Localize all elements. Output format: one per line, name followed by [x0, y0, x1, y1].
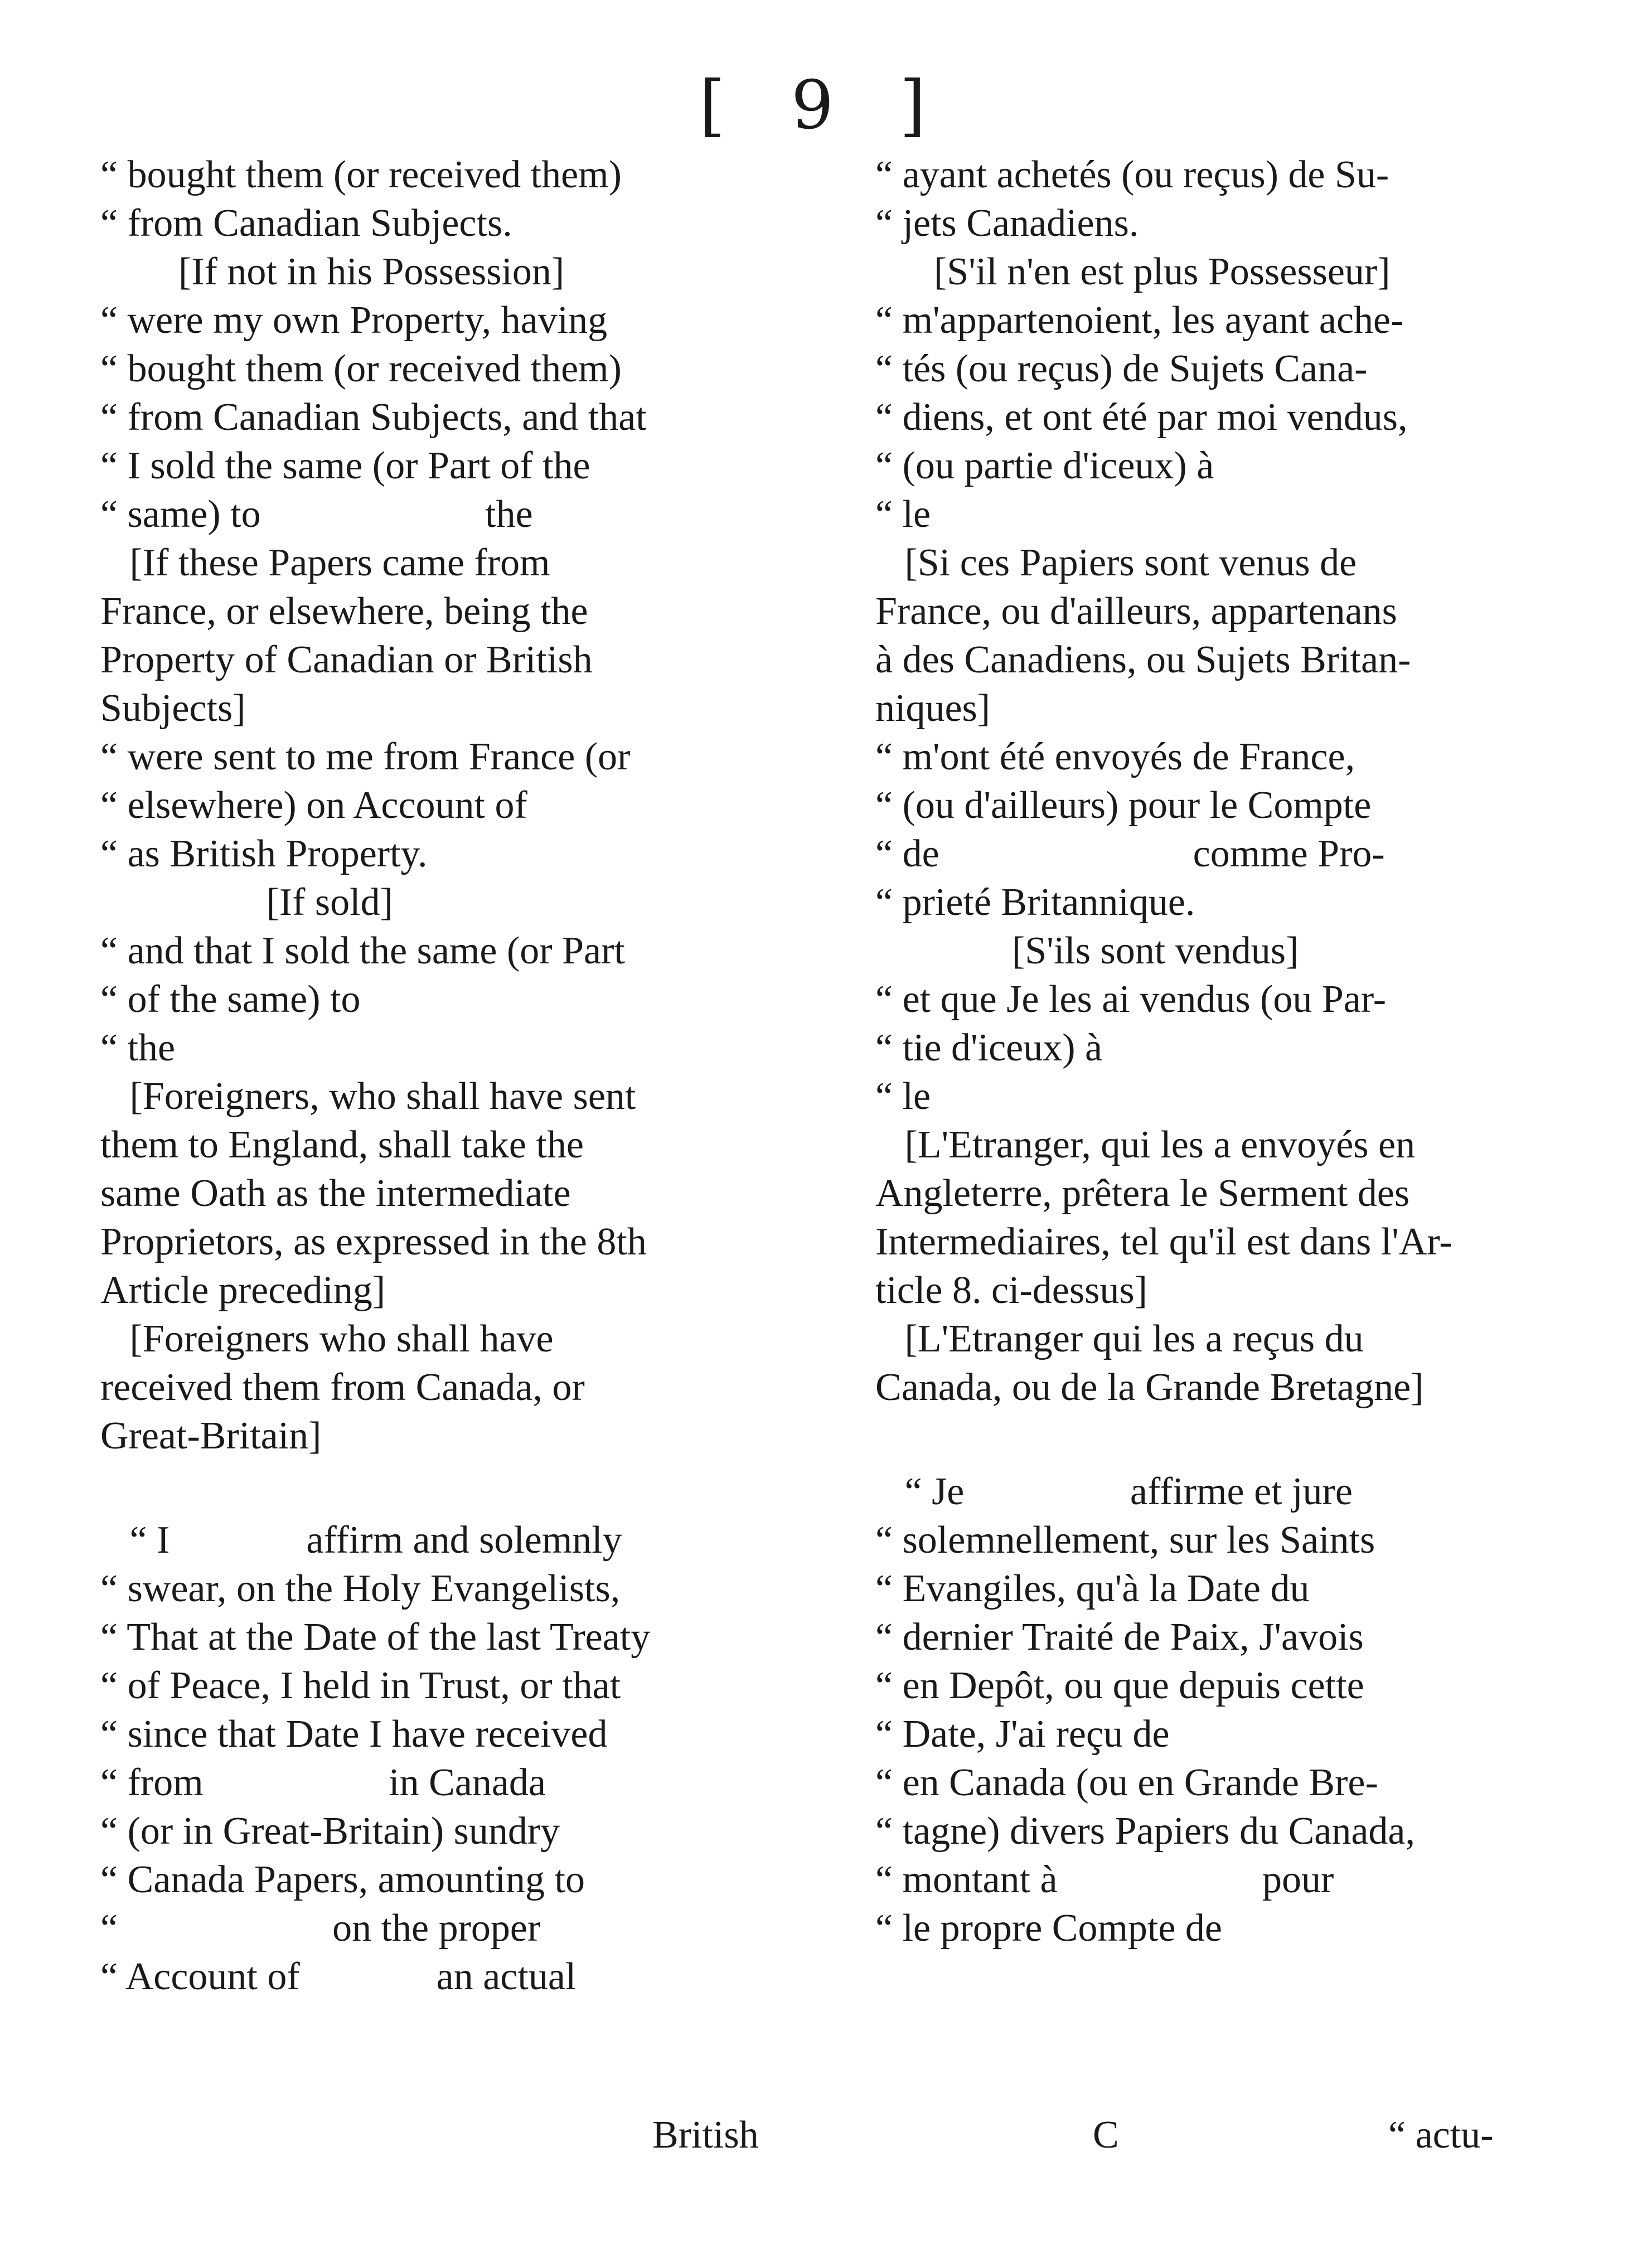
- english-column: [100, 151, 820, 2001]
- text-line: “ le propre Compte de: [875, 1907, 1223, 1950]
- text-line: “ m'appartenoient, les ayant ache-: [875, 299, 1404, 342]
- text-line: “ en Depôt, ou que depuis cette: [875, 1664, 1364, 1707]
- text-line: “ montant à pour: [875, 1858, 1334, 1901]
- text-line: “ diens, et ont été par moi vendus,: [875, 396, 1408, 439]
- text-line: “ tés (ou reçus) de Sujets Cana-: [875, 347, 1368, 390]
- catchword-left: British: [652, 2114, 759, 2156]
- text-line: Canada, ou de la Grande Bretagne]: [875, 1366, 1424, 1409]
- text-line: “ et que Je les ai vendus (ou Par-: [875, 978, 1387, 1021]
- text-line: [If these Papers came from: [100, 541, 550, 584]
- text-line: Property of Canadian or British: [100, 638, 593, 681]
- text-line: [L'Etranger, qui les a envoyés en: [875, 1123, 1416, 1166]
- text-line: them to England, shall take the: [100, 1123, 584, 1166]
- text-line: [L'Etranger qui les a reçus du: [875, 1317, 1364, 1360]
- text-line: “ solemnellement, sur les Saints: [875, 1519, 1375, 1562]
- text-line: “ of the same) to: [100, 978, 361, 1021]
- text-line: “ swear, on the Holy Evangelists,: [100, 1567, 621, 1610]
- text-line: “ le: [875, 493, 931, 536]
- text-line: “ the: [100, 1026, 176, 1069]
- text-line: France, or elsewhere, being the: [100, 590, 588, 633]
- text-line: “ Canada Papers, amounting to: [100, 1858, 585, 1901]
- text-line: [S'ils sont vendus]: [875, 929, 1299, 972]
- text-line: ticle 8. ci-dessus]: [875, 1269, 1147, 1312]
- text-line: “ elsewhere) on Account of: [100, 784, 527, 827]
- text-line: “ were sent to me from France (or: [100, 735, 631, 778]
- text-line: [100, 1460, 820, 1516]
- text-line: “ bought them (or received them): [100, 153, 622, 196]
- text-line: “ since that Date I have received: [100, 1713, 608, 1756]
- text-line: “ That at the Date of the last Treaty: [100, 1616, 651, 1659]
- text-line: “ bought them (or received them): [100, 347, 622, 390]
- text-line: same Oath as the intermediate: [100, 1172, 571, 1215]
- text-line: “ Evangiles, qu'à la Date du: [875, 1567, 1310, 1610]
- text-line: Proprietors, as expressed in the 8th: [100, 1220, 647, 1263]
- text-line: niques]: [875, 687, 991, 730]
- text-line: “ I affirm and solemnly: [100, 1519, 622, 1562]
- text-line: “ Date, J'ai reçu de: [875, 1713, 1170, 1756]
- text-line: [Foreigners, who shall have sent: [100, 1075, 636, 1118]
- text-line: “ prieté Britannique.: [875, 881, 1195, 924]
- text-line: [Foreigners who shall have: [100, 1317, 554, 1360]
- text-line: “ (ou d'ailleurs) pour le Compte: [875, 784, 1372, 827]
- text-line: “ from Canadian Subjects, and that: [100, 396, 647, 439]
- text-line: “ jets Canadiens.: [875, 202, 1139, 245]
- text-line: “ (or in Great-Britain) sundry: [100, 1810, 560, 1853]
- text-line: Angleterre, prêtera le Serment des: [875, 1172, 1410, 1215]
- text-line: “ dernier Traité de Paix, J'avois: [875, 1616, 1364, 1659]
- text-line: Intermediaires, tel qu'il est dans l'Ar-: [875, 1220, 1452, 1263]
- text-line: [Si ces Papiers sont venus de: [875, 541, 1357, 584]
- text-line: “ Account of an actual: [100, 1955, 577, 1998]
- text-line: “ le: [875, 1075, 931, 1118]
- text-line: “ Je affirme et jure: [875, 1470, 1353, 1513]
- text-line: “ I sold the same (or Part of the: [100, 444, 590, 487]
- text-line: Subjects]: [100, 687, 246, 730]
- text-line: Article preceding]: [100, 1269, 386, 1312]
- text-line: [S'il n'en est plus Possesseur]: [875, 250, 1391, 293]
- text-line: “ de comme Pro-: [875, 832, 1385, 875]
- text-line: [875, 1412, 1595, 1467]
- text-line: “ as British Property.: [100, 832, 428, 875]
- text-line: “ and that I sold the same (or Part: [100, 929, 625, 972]
- catchword-right: “ actu-: [1388, 2114, 1494, 2156]
- text-line: France, ou d'ailleurs, appartenans: [875, 590, 1397, 633]
- text-line: “ same) to the: [100, 493, 533, 536]
- text-line: [If sold]: [100, 881, 393, 924]
- text-line: “ from Canadian Subjects.: [100, 202, 512, 245]
- text-line: “ of Peace, I held in Trust, or that: [100, 1664, 621, 1707]
- text-line: “ tagne) divers Papiers du Canada,: [875, 1810, 1416, 1853]
- text-line: “ on the proper: [100, 1907, 541, 1950]
- text-line: “ from in Canada: [100, 1761, 546, 1804]
- text-line: “ m'ont été envoyés de France,: [875, 735, 1355, 778]
- signature-mark: C: [1093, 2114, 1119, 2156]
- text-line: “ ayant achetés (ou reçus) de Su-: [875, 153, 1389, 196]
- text-line: Great-Britain]: [100, 1414, 322, 1457]
- text-line: à des Canadiens, ou Sujets Britan-: [875, 638, 1411, 681]
- page-number: [ 9 ]: [699, 67, 948, 144]
- text-line: “ were my own Property, having: [100, 299, 608, 342]
- text-line: [If not in his Possession]: [100, 250, 565, 293]
- text-line: “ (ou partie d'iceux) à: [875, 444, 1214, 487]
- text-line: received them from Canada, or: [100, 1366, 585, 1409]
- text-line: “ en Canada (ou en Grande Bre-: [875, 1761, 1378, 1804]
- text-line: “ tie d'iceux) à: [875, 1026, 1103, 1069]
- french-column: [875, 151, 1595, 1952]
